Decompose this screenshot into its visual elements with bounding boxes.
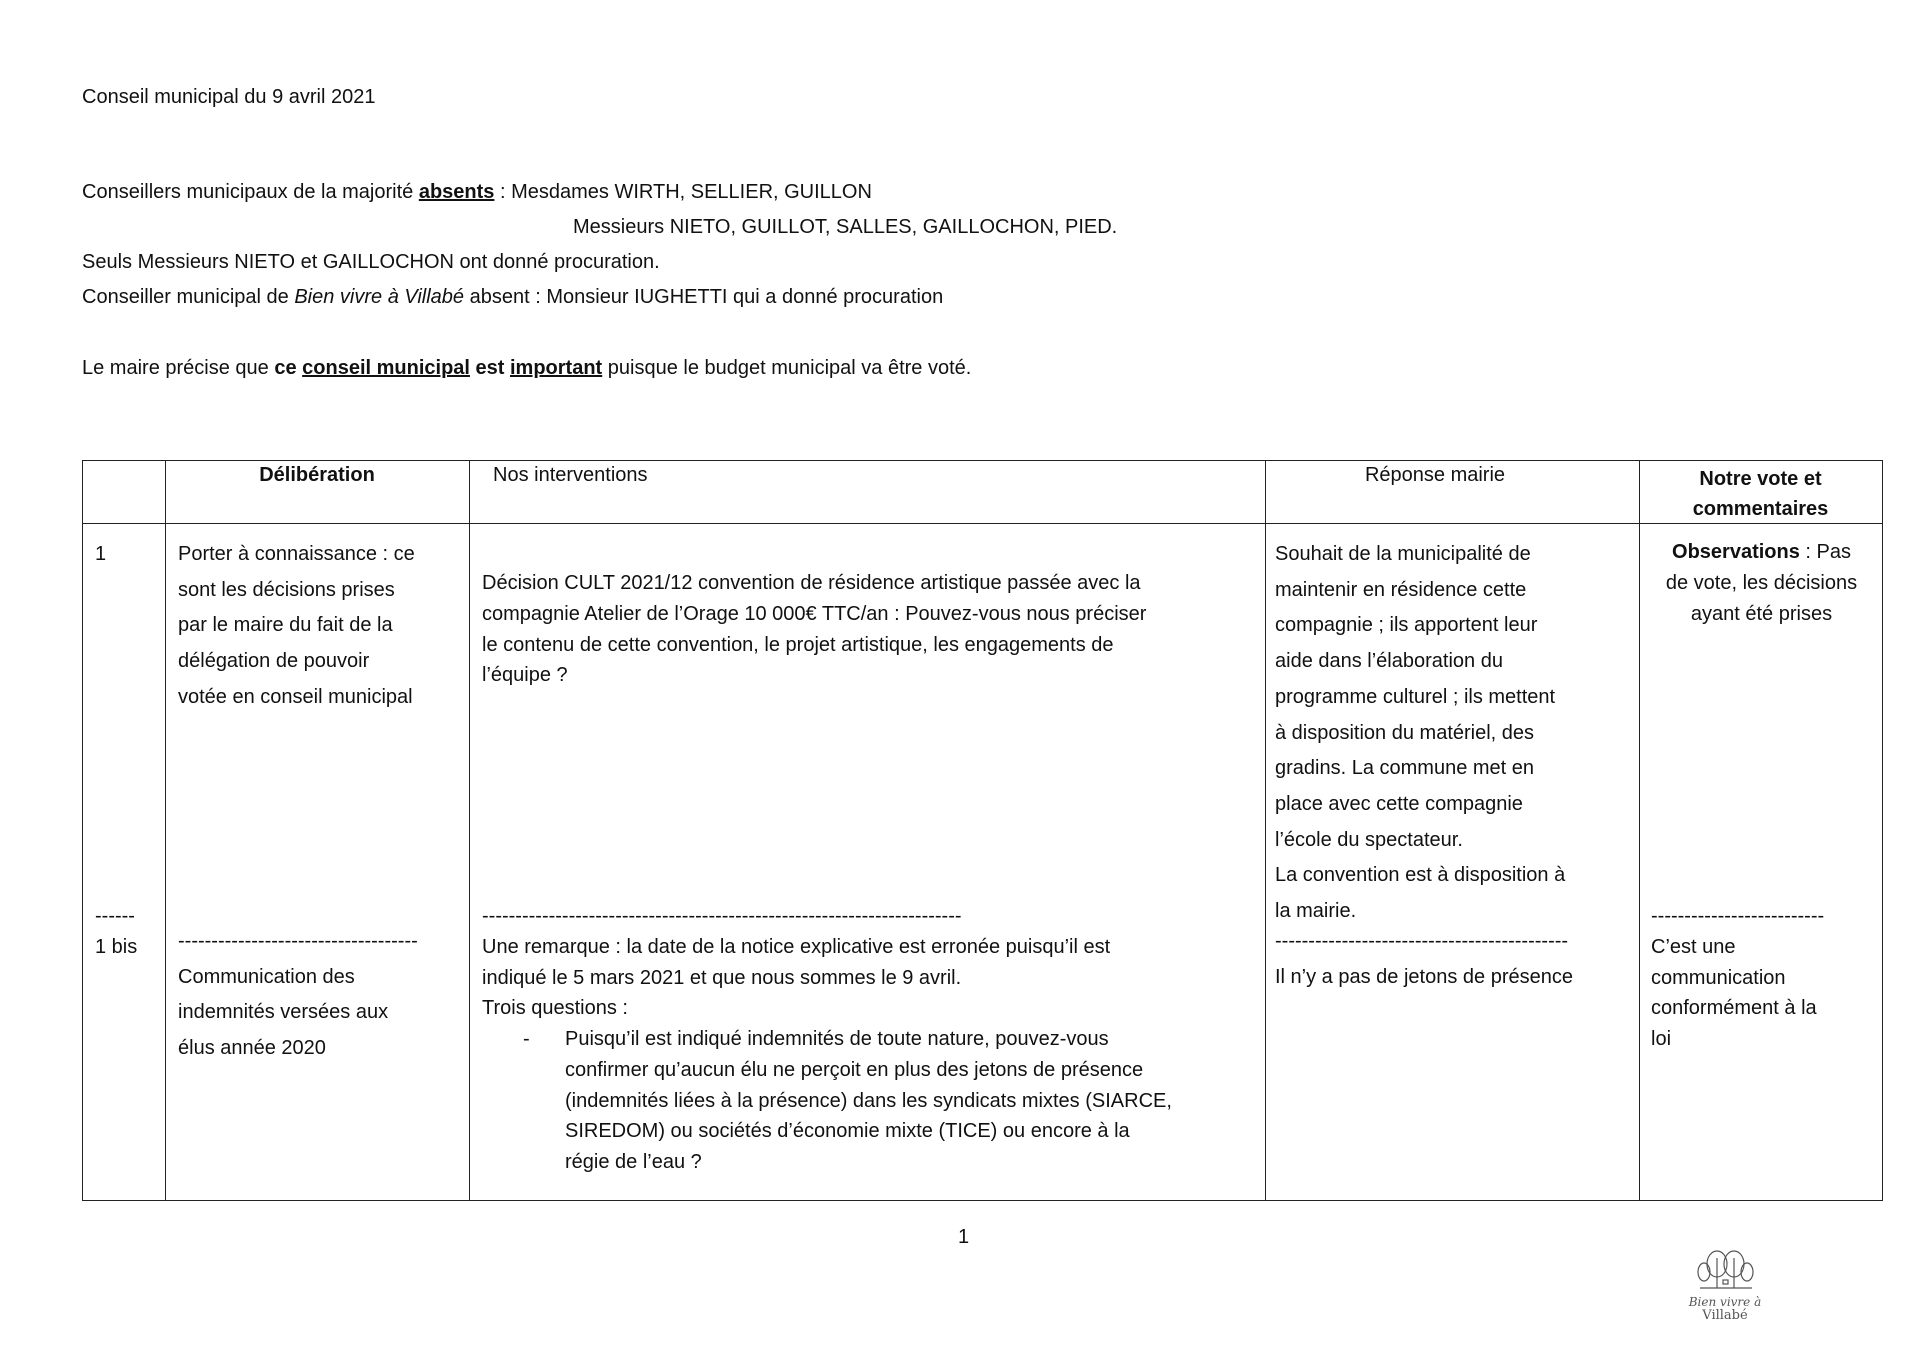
cell-text-line — [1641, 537, 1882, 568]
cell-text-line: (indemnités liées à la présence) dans les syndicats mixtes (SIARCE, — [565, 1089, 1172, 1112]
cell-text-line: ------ — [95, 905, 135, 927]
cell-text-line: indemnités versées aux — [178, 1001, 389, 1024]
logo-text: Villabé — [1702, 1308, 1748, 1323]
cell-text-line: régie de l’eau ? — [565, 1151, 702, 1174]
cell-text-line: aide dans l’élaboration du — [1275, 650, 1503, 673]
cell-delib — [178, 537, 415, 716]
header-divider — [83, 523, 1882, 524]
observations-label: Observations — [1672, 541, 1800, 563]
cell-text-line: programme culturel ; ils mettent — [1275, 685, 1556, 708]
cell-text-line: Puisqu’il est indiqué indemnités de toute nature, pouvez-vous — [565, 1028, 1109, 1050]
cell-text-line: loi — [1651, 1028, 1672, 1051]
header-deliberation-label: Délibération — [259, 464, 375, 486]
page-number: 1 — [958, 1226, 970, 1248]
cell-delib — [178, 924, 418, 1067]
cell-text-line: La convention est à disposition à — [1275, 864, 1566, 887]
cell-vote — [1641, 537, 1882, 629]
cell-text-line: gradins. La commune met en — [1275, 757, 1535, 780]
column-divider — [165, 461, 166, 1200]
bvv-suffix: absent : Monsieur IUGHETTI qui a donné procuration — [464, 286, 944, 308]
maire-bold-1: ce — [274, 357, 297, 379]
maire-text-1: Le maire précise que — [82, 357, 275, 379]
cell-text-line: de vote, les décisions — [1665, 571, 1858, 594]
document-title: Conseil municipal du 9 avril 2021 — [82, 86, 376, 108]
cell-interv — [482, 568, 1146, 691]
absents-line — [82, 181, 872, 204]
cell-text-line: -------------------------- — [1651, 905, 1825, 927]
deliberations-table — [82, 460, 1883, 1201]
cell-text-line: -------------------------------------------- — [1275, 930, 1569, 952]
cell-text-line: conformément à la — [1651, 997, 1817, 1020]
cell-text-line: Une remarque : la date de la notice explicative est erronée puisqu’il est — [482, 935, 1111, 958]
cell-text-line: par le maire du fait de la — [178, 614, 393, 637]
cell-text-line: communication — [1651, 966, 1786, 989]
cell-text-line: l’équipe ? — [482, 664, 568, 687]
cell-text-line: Décision CULT 2021/12 convention de résidence artistique passée avec la — [482, 572, 1141, 594]
maire-underline-1: conseil municipal — [302, 357, 470, 379]
cell-text-line: Trois questions : — [482, 997, 628, 1020]
cell-text-line: compagnie ; ils apportent leur — [1275, 614, 1538, 637]
cell-text-line: maintenir en résidence cette — [1275, 578, 1527, 601]
cell-text-line: à disposition du matériel, des — [1275, 721, 1535, 744]
cell-text-line: élus année 2020 — [178, 1037, 326, 1060]
column-divider — [1265, 461, 1266, 1200]
bullet-dash-icon: - — [523, 1028, 530, 1050]
cell-text-line: place avec cette compagnie — [1275, 792, 1523, 815]
cell-text-line: ------------------------------------ — [178, 930, 418, 952]
cell-text-line: confirmer qu’aucun élu ne perçoit en plus des jetons de présence — [565, 1058, 1144, 1081]
maire-underline-2: important — [510, 357, 603, 379]
cell-text-line: : Pas — [1799, 541, 1851, 563]
cell-text-line: Communication des — [178, 965, 355, 988]
cell-reponse — [1275, 537, 1565, 930]
cell-interv — [482, 901, 1110, 1024]
absents-messieurs: Messieurs NIETO, GUILLOT, SALLES, GAILLOCHON, PIED. — [573, 216, 1118, 238]
bvv-absent-line — [82, 286, 943, 309]
absents-mesdames: : Mesdames WIRTH, SELLIER, GUILLON — [494, 181, 872, 203]
cell-text-line: la mairie. — [1275, 900, 1357, 923]
cell-num — [95, 537, 106, 573]
cell-text-line: l’école du spectateur. — [1275, 828, 1463, 851]
cell-interv-bullet — [565, 1024, 1172, 1178]
cell-text-line: Porter à connaissance : ce — [178, 543, 415, 565]
cell-text-line: sont les décisions prises — [178, 578, 395, 601]
column-divider — [469, 461, 470, 1200]
maire-bold-2: est — [475, 357, 505, 379]
cell-num — [95, 901, 137, 963]
header-vote-line: commentaires — [1692, 498, 1829, 520]
header-vote — [1639, 464, 1882, 524]
header-interventions: Nos interventions — [493, 464, 648, 486]
cell-text-line: le contenu de cette convention, le projet artistique, les engagements de — [482, 633, 1114, 656]
cell-text-line: C’est une — [1651, 935, 1736, 958]
cell-text-line: 1 bis — [95, 935, 138, 958]
cell-text-line: délégation de pouvoir — [178, 650, 370, 673]
procuration-line: Seuls Messieurs NIETO et GAILLOCHON ont donné procuration. — [82, 251, 660, 273]
cell-text-line: 1 — [95, 543, 107, 565]
cell-vote — [1651, 901, 1824, 1055]
trees-house-icon — [1690, 1248, 1760, 1290]
maire-text-2: puisque le budget municipal va être voté. — [602, 357, 972, 379]
cell-text-line: ------------------------------------------------------------------------ — [482, 905, 962, 927]
cell-text-line: compagnie Atelier de l’Orage 10 000€ TTC/an : Pouvez-vous nous préciser — [482, 602, 1147, 625]
bvv-group-name: Bien vivre à Villabé — [294, 286, 465, 308]
cell-text-line: indiqué le 5 mars 2021 et que nous sommes le 9 avril. — [482, 966, 962, 989]
header-vote-line: Notre vote et — [1699, 468, 1822, 490]
logo-text: Bien vivre à — [1688, 1295, 1762, 1309]
cell-text-line: votée en conseil municipal — [178, 685, 413, 708]
cell-text-line: Il n’y a pas de jetons de présence — [1275, 965, 1573, 988]
cell-reponse — [1275, 924, 1573, 995]
absents-emphasis: absents — [418, 181, 495, 203]
absents-prefix: Conseillers municipaux de la majorité — [82, 181, 419, 203]
column-divider — [1639, 461, 1640, 1200]
cell-text-line: SIREDOM) ou sociétés d’économie mixte (TICE) ou encore à la — [565, 1120, 1130, 1143]
cell-text-line: Souhait de la municipalité de — [1275, 543, 1531, 565]
cell-text-line: ayant été prises — [1690, 602, 1833, 625]
bvv-prefix: Conseiller municipal de — [82, 286, 295, 308]
bien-vivre-a-villabe-logo — [1670, 1248, 1780, 1328]
maire-statement — [82, 357, 971, 380]
header-reponse: Réponse mairie — [1364, 464, 1506, 486]
header-deliberation — [165, 464, 469, 487]
